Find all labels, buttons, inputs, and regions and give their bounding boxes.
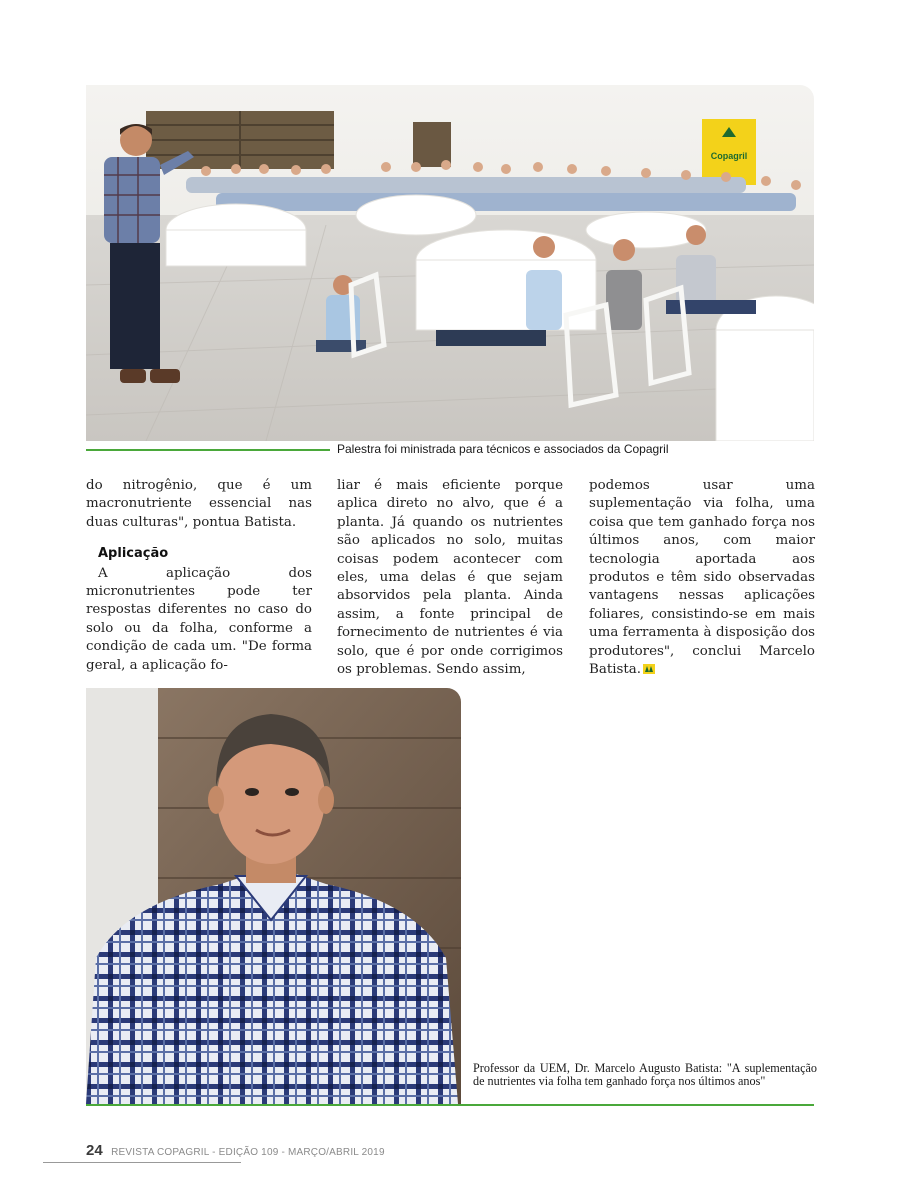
lecture-photo — [86, 85, 814, 441]
portrait-photo — [86, 688, 461, 1104]
article-paragraph: do nitrogênio, que é um macronutriente essencial nas duas culturas", pontua Batista. — [86, 478, 312, 530]
article-column-3 — [589, 477, 815, 679]
lecture-photo-caption: Palestra foi ministrada para técnicos e associados da Copagril — [337, 442, 669, 456]
portrait-photo-caption: Professor da UEM, Dr. Marcelo Augusto Batista: "A suplementação de nutrientes via folha tem ganhado força nos últimos anos" — [473, 1061, 817, 1088]
article-paragraph: A aplicação dos micronutrientes pode ter respostas diferentes no caso do solo ou da folha, conforme a condição de cada um. "De forma geral, a aplicação fo- — [86, 565, 312, 673]
running-head: REVISTA COPAGRIL - EDIÇÃO 109 - MARÇO/ABRIL 2019 — [111, 1147, 385, 1158]
footer-rule — [43, 1162, 241, 1163]
page-number: 24 — [86, 1142, 103, 1159]
end-of-article-icon — [643, 664, 655, 674]
lecture-photo-image — [86, 85, 814, 441]
caption-rule — [86, 449, 330, 451]
article-paragraph: podemos usar uma suplementação via folha, uma coisa que tem ganhado força nos últimos anos, com maior tecnologia aportada aos produtos e têm sido observadas vantagens nessas aplicações foliares, consistindo-se em mais uma ferramenta à disposição dos produtores", conclui Marcelo Batista. — [589, 478, 815, 678]
page-footer — [86, 1142, 385, 1162]
section-heading: Aplicação — [98, 546, 169, 562]
article-column-2 — [337, 477, 563, 679]
article-paragraph: liar é mais eficiente porque aplica direto no alvo, que é a planta. Já quando os nutrientes são aplicados no solo, muitas coisas podem acontecer com eles, uma delas é que sejam absorvidos pela planta. Ainda assim, a fonte principal de fornecimento de nutrientes é via solo, que é por onde corrigimos os problemas. Sendo assim, — [337, 478, 563, 678]
portrait-photo-image — [86, 688, 461, 1104]
caption-rule — [86, 1104, 814, 1106]
article-column-1 — [86, 477, 312, 675]
banner-text: Copagril — [710, 151, 748, 161]
